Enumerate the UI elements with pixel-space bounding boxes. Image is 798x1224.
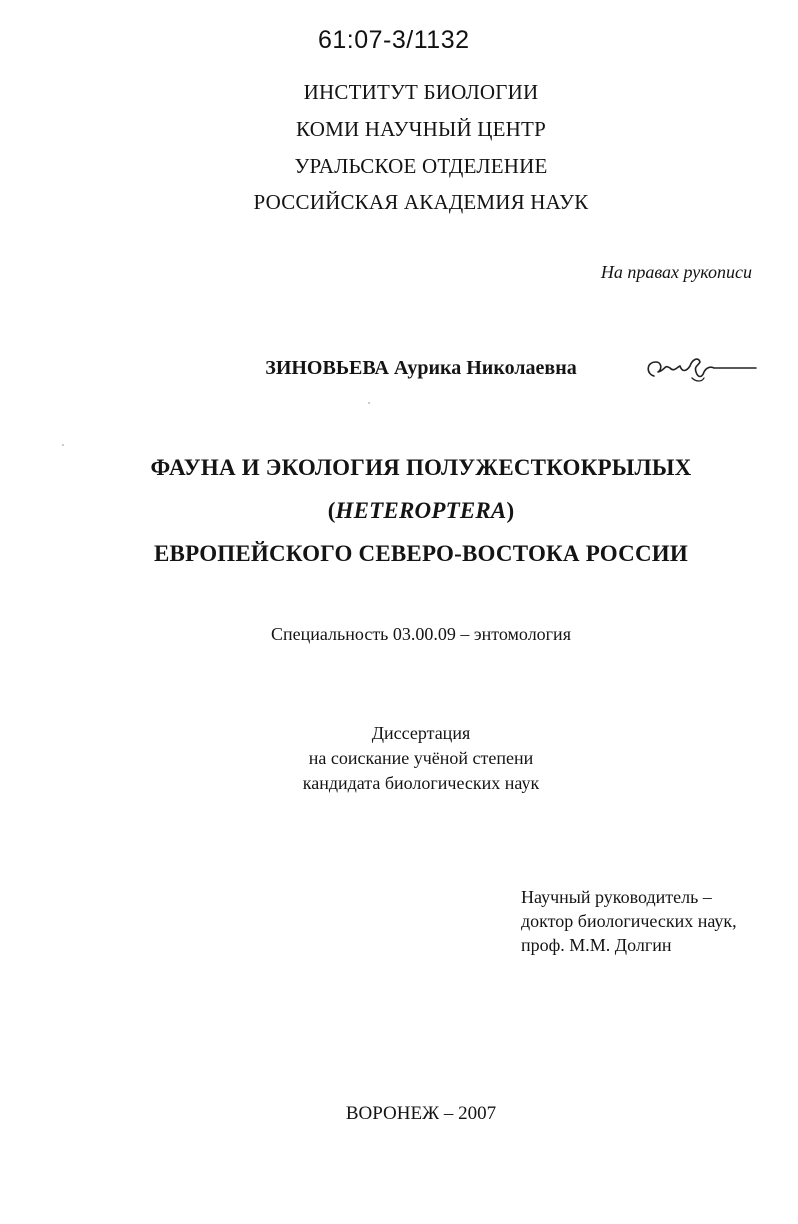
author-name: ЗИНОВЬЕВА Аурика Николаевна [265,357,577,379]
rights-note: На правах рукописи [600,262,752,282]
scan-speck [62,444,64,446]
supervisor-line-2: доктор биологических наук, [521,911,737,931]
catalog-code: 61:07-3/1132 [318,26,470,54]
org-institute: ИНСТИТУТ БИОЛОГИИ [303,80,539,104]
title-latin-name: HETEROPTERA [335,498,507,523]
specialty-line: Специальность 03.00.09 – энтомология [271,624,571,644]
org-academy: РОССИЙСКАЯ АКАДЕМИЯ НАУК [253,190,589,214]
dissertation-line-3: кандидата биологических наук [302,773,540,793]
dissertation-line-2: на соискание учёной степени [308,748,534,768]
signature-image [640,348,760,388]
dissertation-line-1: Диссертация [371,723,471,743]
scan-speck [368,402,370,404]
city-year: ВОРОНЕЖ – 2007 [345,1103,497,1124]
org-scientific-center: КОМИ НАУЧНЫЙ ЦЕНТР [296,117,546,141]
org-ural-branch: УРАЛЬСКОЕ ОТДЕЛЕНИЕ [294,154,548,178]
supervisor-line-3: проф. М.М. Долгин [521,935,672,955]
title-open-paren: ( [327,498,336,523]
supervisor-line-1: Научный руководитель – [521,887,712,907]
title-line-2 [0,498,798,524]
title-close-paren: ) [506,498,515,523]
title-line-3: ЕВРОПЕЙСКОГО СЕВЕРО-ВОСТОКА РОССИИ [154,541,688,566]
title-line-1: ФАУНА И ЭКОЛОГИЯ ПОЛУЖЕСТКОКРЫЛЫХ [150,455,692,480]
